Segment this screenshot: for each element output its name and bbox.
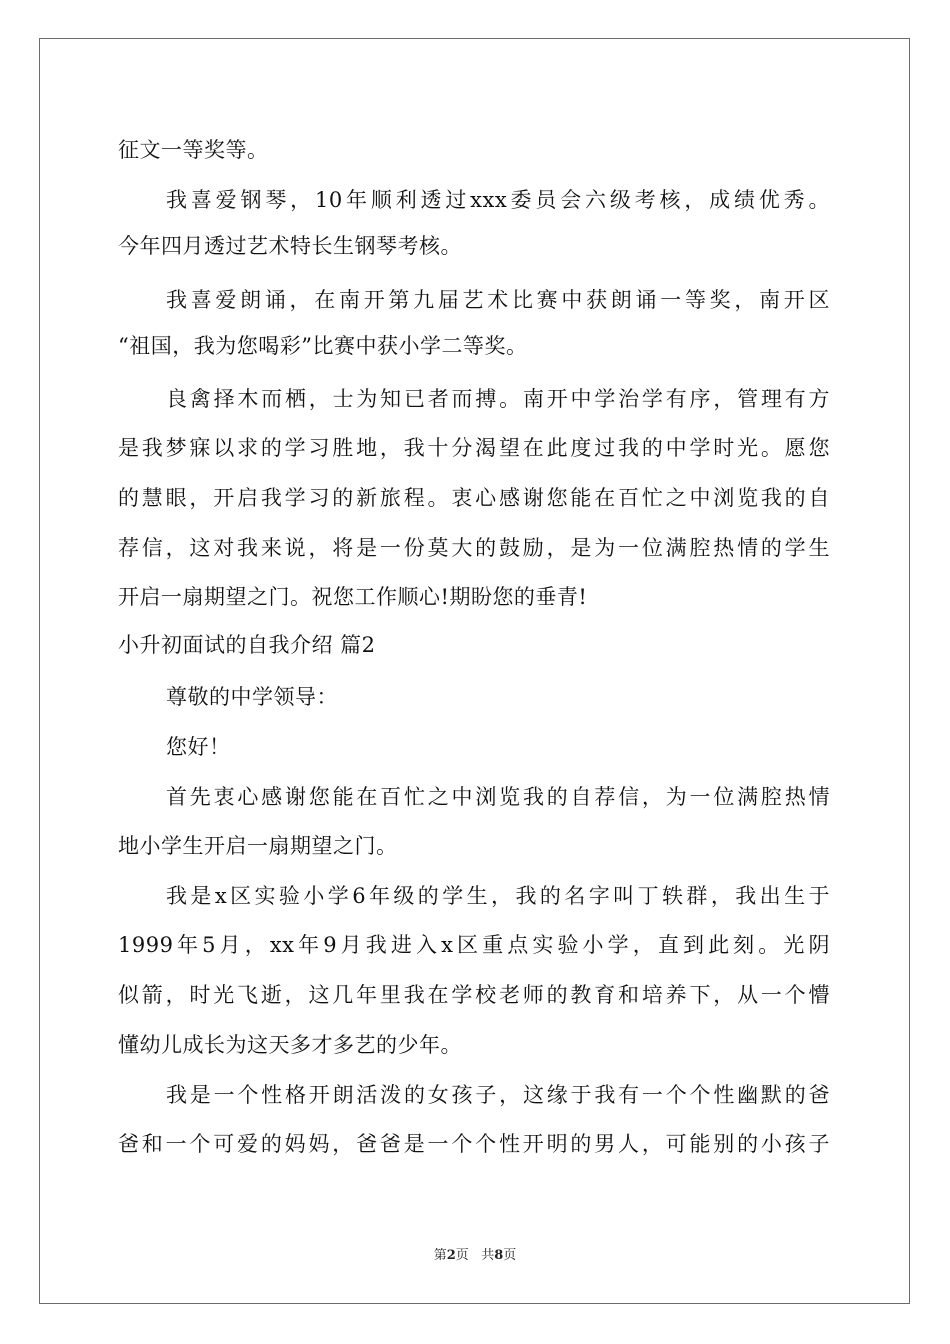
- text-line: 我喜爱钢琴，10年顺利透过xxx委员会六级考核，成绩优秀。: [166, 188, 830, 212]
- text-line: 荐信，这对我来说，将是一份莫大的鼓励，是为一位满腔热情的学生: [118, 536, 830, 560]
- text-line: 首先衷心感谢您能在百忙之中浏览我的自荐信，为一位满腔热情: [166, 785, 830, 809]
- text-line: 爸和一个可爱的妈妈，爸爸是一个个性开明的男人，可能别的小孩子: [118, 1132, 830, 1156]
- text-line: “祖国，我为您喝彩”比赛中获小学二等奖。: [118, 334, 528, 358]
- total-pages: 8: [494, 1248, 504, 1263]
- text-line: 的慧眼，开启我学习的新旅程。衷心感谢您能在百忙之中浏览我的自: [118, 486, 830, 510]
- text-line: 我是一个性格开朗活泼的女孩子，这缘于我有一个个性幽默的爸: [166, 1083, 830, 1107]
- text-line: 我是x区实验小学6年级的学生，我的名字叫丁轶群，我出生于: [166, 884, 830, 908]
- footer-total-suffix: 页: [503, 1248, 517, 1263]
- text-line: 懂幼儿成长为这天多才多艺的少年。: [118, 1033, 462, 1057]
- footer-page-suffix: 页: [455, 1248, 469, 1263]
- footer-prefix: 第: [433, 1248, 447, 1263]
- text-line: 是我梦寐以求的学习胜地，我十分渴望在此度过我的中学时光。愿您: [118, 436, 830, 460]
- text-line: 良禽择木而栖，士为知已者而搏。南开中学治学有序，管理有方: [166, 387, 830, 411]
- section-heading: 小升初面试的自我介绍 篇2: [118, 633, 376, 657]
- page-footer: [0, 1248, 950, 1264]
- text-line: 我喜爱朗诵，在南开第九届艺术比赛中获朗诵一等奖，南开区: [166, 288, 830, 312]
- greeting: 您好！: [166, 735, 231, 759]
- page-number: 2: [446, 1248, 456, 1263]
- text-line: 开启一扇期望之门。祝您工作顺心!期盼您的垂青!: [118, 585, 588, 609]
- salutation: 尊敬的中学领导：: [166, 685, 338, 709]
- text-line: 1999年5月，xx年9月我进入x区重点实验小学，直到此刻。光阴: [118, 933, 830, 957]
- text-line: 似箭，时光飞逝，这几年里我在学校老师的教育和培养下，从一个懵: [118, 983, 830, 1007]
- page-border: [39, 38, 910, 1304]
- text-line: 地小学生开启一扇期望之门。: [118, 834, 398, 858]
- text-line: 今年四月透过艺术特长生钢琴考核。: [118, 234, 462, 258]
- text-line: 征文一等奖等。: [118, 138, 269, 162]
- footer-total-prefix: 共: [481, 1248, 495, 1263]
